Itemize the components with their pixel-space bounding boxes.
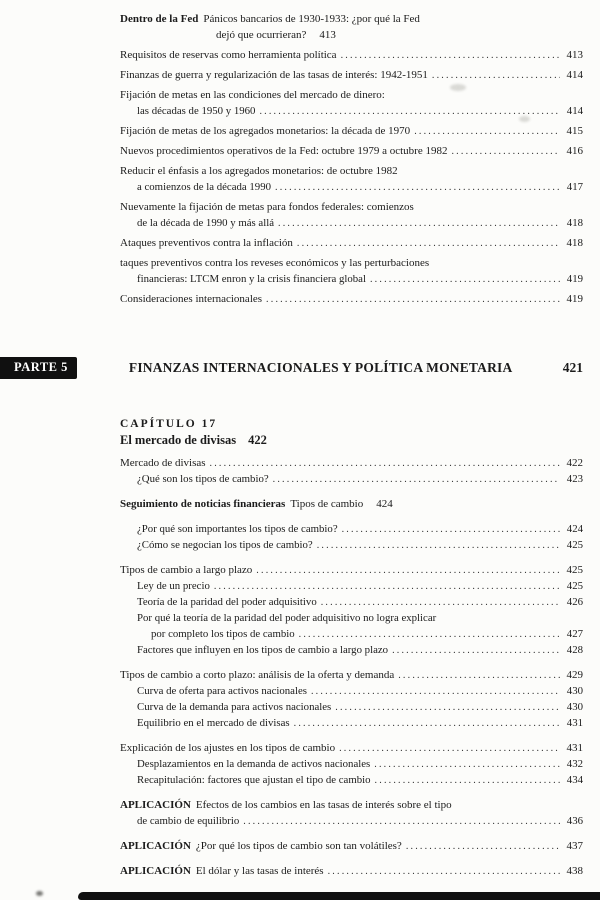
dot-leader xyxy=(266,292,560,307)
dot-leader xyxy=(275,180,560,195)
entry-page-number: 430 xyxy=(566,701,583,713)
chapter-kicker: CAPÍTULO 17 xyxy=(120,418,218,430)
toc-entry-line xyxy=(120,28,583,43)
entry-title: Mercado de divisas xyxy=(120,457,206,469)
entry-page-number: 437 xyxy=(566,840,583,852)
entry-page-number: 418 xyxy=(566,217,583,229)
toc-entry-line xyxy=(120,839,583,854)
entry-title: dejó que ocurrieran? xyxy=(216,29,307,41)
toc-entry-line xyxy=(120,684,583,699)
entry-title: Tipos de cambio xyxy=(290,498,364,510)
toc-entry-line xyxy=(120,88,583,103)
entry-page-number: 428 xyxy=(566,644,583,656)
entry-title: por completo los tipos de cambio xyxy=(151,628,295,640)
toc-entry-line xyxy=(120,124,583,139)
entry-page-number: 425 xyxy=(566,580,583,592)
entry-title: de la década de 1990 y más allá xyxy=(137,217,275,229)
toc-entry-line xyxy=(120,579,583,594)
entry-title: financieras: LTCM enron y la crisis financiera global xyxy=(137,273,366,285)
toc-entry-line xyxy=(120,611,583,626)
dot-leader xyxy=(341,48,560,63)
toc-entry-line xyxy=(120,104,583,119)
toc-entry-line xyxy=(120,814,583,829)
entry-page-number: 429 xyxy=(566,669,583,681)
entry-page-number: 438 xyxy=(566,865,583,877)
dot-leader xyxy=(328,864,560,879)
dot-leader xyxy=(256,563,560,578)
dot-leader xyxy=(414,124,560,139)
dot-leader xyxy=(342,522,560,537)
dot-leader xyxy=(311,684,560,699)
entry-title: Teoría de la paridad del poder adquisitivo xyxy=(137,596,317,608)
entry-page-number: 414 xyxy=(566,69,583,81)
dot-leader xyxy=(335,700,560,715)
entry-page-number: 413 xyxy=(319,29,336,41)
entry-page-number: 415 xyxy=(566,125,583,137)
toc-entry-line xyxy=(120,68,583,83)
toc-entry-line xyxy=(120,538,583,553)
dot-leader xyxy=(278,216,560,231)
dot-leader xyxy=(210,456,560,471)
part-title: FINANZAS INTERNACIONALES Y POLÍTICA MONETARIA xyxy=(128,360,513,375)
entry-page-number: 417 xyxy=(566,181,583,193)
toc-entry-line xyxy=(120,48,583,63)
entry-title: Tipos de cambio a largo plazo xyxy=(120,564,253,576)
chapter-toc-block xyxy=(120,456,583,879)
toc-entry-line xyxy=(120,216,583,231)
toc-entry-line xyxy=(120,798,583,813)
entry-title: Curva de la demanda para activos nacionales xyxy=(137,701,332,713)
dot-leader xyxy=(370,272,560,287)
toc-entry-line xyxy=(120,643,583,658)
entry-page-number: 419 xyxy=(566,293,583,305)
entry-page-number: 425 xyxy=(566,539,583,551)
entry-page-number: 431 xyxy=(566,717,583,729)
entry-feature-label: APLICACIÓN xyxy=(120,865,191,877)
entry-title: Desplazamientos en la demanda de activos nacionales xyxy=(137,758,371,770)
entry-title: Equilibrio en el mercado de divisas xyxy=(137,717,290,729)
entry-page-number: 436 xyxy=(566,815,583,827)
dot-leader xyxy=(321,595,560,610)
entry-title: ¿Cómo se negocian los tipos de cambio? xyxy=(137,539,313,551)
entry-page-number: 426 xyxy=(566,596,583,608)
dot-leader xyxy=(297,236,560,251)
entry-title: Pánicos bancarios de 1930-1933: ¿por qué la Fed xyxy=(203,13,420,25)
entry-title: Por qué la teoría de la paridad del poder adquisitivo no logra explicar xyxy=(137,612,437,624)
entry-title: Ataques preventivos contra la inflación xyxy=(120,237,293,249)
entry-page-number: 418 xyxy=(566,237,583,249)
entry-page-number: 432 xyxy=(566,758,583,770)
scan-smudge xyxy=(450,84,466,91)
chapter-page-number: 422 xyxy=(248,433,267,447)
entry-page-number: 414 xyxy=(566,105,583,117)
dot-leader xyxy=(299,627,560,642)
toc-entry-line xyxy=(120,12,583,27)
entry-page-number: 419 xyxy=(566,273,583,285)
chapter-title: El mercado de divisas xyxy=(120,433,237,447)
toc-entry-line xyxy=(120,456,583,471)
dot-leader xyxy=(214,579,560,594)
entry-title: Finanzas de guerra y regularización de las tasas de interés: 1942-1951 xyxy=(120,69,428,81)
entry-title: a comienzos de la década 1990 xyxy=(137,181,272,193)
entry-page-number: 434 xyxy=(566,774,583,786)
dot-leader xyxy=(317,538,560,553)
entry-title: ¿Qué son los tipos de cambio? xyxy=(137,473,269,485)
dot-leader xyxy=(339,741,560,756)
entry-title: ¿Por qué los tipos de cambio son tan volátiles? xyxy=(195,840,402,852)
scan-smudge xyxy=(519,116,530,122)
entry-title: Fijación de metas de los agregados monetarios: la década de 1970 xyxy=(120,125,411,137)
toc-entry-line xyxy=(120,272,583,287)
entry-title: Nuevos procedimientos operativos de la Fed: octubre 1979 a octubre 1982 xyxy=(120,145,448,157)
entry-title: Efectos de los cambios en las tasas de interés sobre el tipo xyxy=(195,799,452,811)
entry-title: Nuevamente la fijación de metas para fondos federales: comienzos xyxy=(120,201,414,213)
toc-entry-line xyxy=(120,200,583,215)
part-page-number: 421 xyxy=(562,360,583,375)
dot-leader xyxy=(451,144,560,159)
toc-entry-line xyxy=(120,741,583,756)
entry-page-number: 425 xyxy=(566,564,583,576)
toc-entry-line xyxy=(120,773,583,788)
dot-leader xyxy=(432,68,560,83)
entry-feature-label: APLICACIÓN xyxy=(120,799,191,811)
toc-entry-line xyxy=(120,668,583,683)
entry-title: Factores que influyen en los tipos de cambio a largo plazo xyxy=(137,644,389,656)
entry-title: Recapitulación: factores que ajustan el tipo de cambio xyxy=(137,774,371,786)
dot-leader xyxy=(398,668,560,683)
entry-page-number: 427 xyxy=(566,628,583,640)
entry-page-number: 416 xyxy=(566,145,583,157)
entry-page-number: 424 xyxy=(376,498,393,510)
entry-title: taques preventivos contra los reveses económicos y las perturbaciones xyxy=(120,257,430,269)
chapter-title-row xyxy=(120,433,583,448)
entry-title: Explicación de los ajustes en los tipos de cambio xyxy=(120,742,336,754)
toc-entry-line xyxy=(120,864,583,879)
dot-leader xyxy=(375,773,560,788)
previous-chapter-toc-block xyxy=(120,0,583,307)
toc-entry-line xyxy=(120,757,583,772)
entry-title: Fijación de metas en las condiciones del mercado de dinero: xyxy=(120,89,385,101)
entry-title: Reducir el énfasis a los agregados monetarios: de octubre 1982 xyxy=(120,165,398,177)
entry-page-number: 413 xyxy=(566,49,583,61)
dot-leader xyxy=(294,716,560,731)
toc-entry-line xyxy=(120,144,583,159)
toc-entry-line xyxy=(120,292,583,307)
toc-entry-line xyxy=(120,180,583,195)
toc-entry-line xyxy=(120,236,583,251)
scan-smudge xyxy=(36,891,43,896)
entry-title: Curva de oferta para activos nacionales xyxy=(137,685,307,697)
dot-leader xyxy=(406,839,560,854)
entry-feature-label: Seguimiento de noticias financieras xyxy=(120,498,286,510)
dot-leader xyxy=(273,472,560,487)
entry-page-number: 422 xyxy=(566,457,583,469)
entry-feature-label: Dentro de la Fed xyxy=(120,13,199,25)
toc-entry-line xyxy=(120,627,583,642)
entry-page-number: 423 xyxy=(566,473,583,485)
entry-title: Consideraciones internacionales xyxy=(120,293,263,305)
entry-title: las décadas de 1950 y 1960 xyxy=(137,105,256,117)
toc-entry-line xyxy=(120,164,583,179)
toc-entry-line xyxy=(120,563,583,578)
entry-title: Requisitos de reservas como herramienta política xyxy=(120,49,337,61)
chapter-heading xyxy=(120,418,583,448)
entry-page-number: 430 xyxy=(566,685,583,697)
entry-title: de cambio de equilibrio xyxy=(137,815,240,827)
dot-leader xyxy=(374,757,560,772)
scan-edge-bar xyxy=(78,892,600,900)
toc-entry-line xyxy=(120,700,583,715)
toc-entry-line xyxy=(120,472,583,487)
toc-entry-line xyxy=(120,497,583,512)
toc-entry-line xyxy=(120,522,583,537)
toc-entry-line xyxy=(120,716,583,731)
entry-title: Tipos de cambio a corto plazo: análisis de la oferta y demanda xyxy=(120,669,395,681)
entry-feature-label: APLICACIÓN xyxy=(120,840,191,852)
dot-leader xyxy=(392,643,560,658)
toc-entry-line xyxy=(120,256,583,271)
entry-title: Ley de un precio xyxy=(137,580,210,592)
entry-title: El dólar y las tasas de interés xyxy=(195,865,324,877)
dot-leader xyxy=(243,814,560,829)
toc-entry-line xyxy=(120,595,583,610)
dot-leader xyxy=(259,104,560,119)
entry-page-number: 431 xyxy=(566,742,583,754)
part-banner xyxy=(0,357,600,379)
entry-page-number: 424 xyxy=(566,523,583,535)
part-badge: PARTE 5 xyxy=(0,357,77,379)
entry-title: ¿Por qué son importantes los tipos de cambio? xyxy=(137,523,338,535)
